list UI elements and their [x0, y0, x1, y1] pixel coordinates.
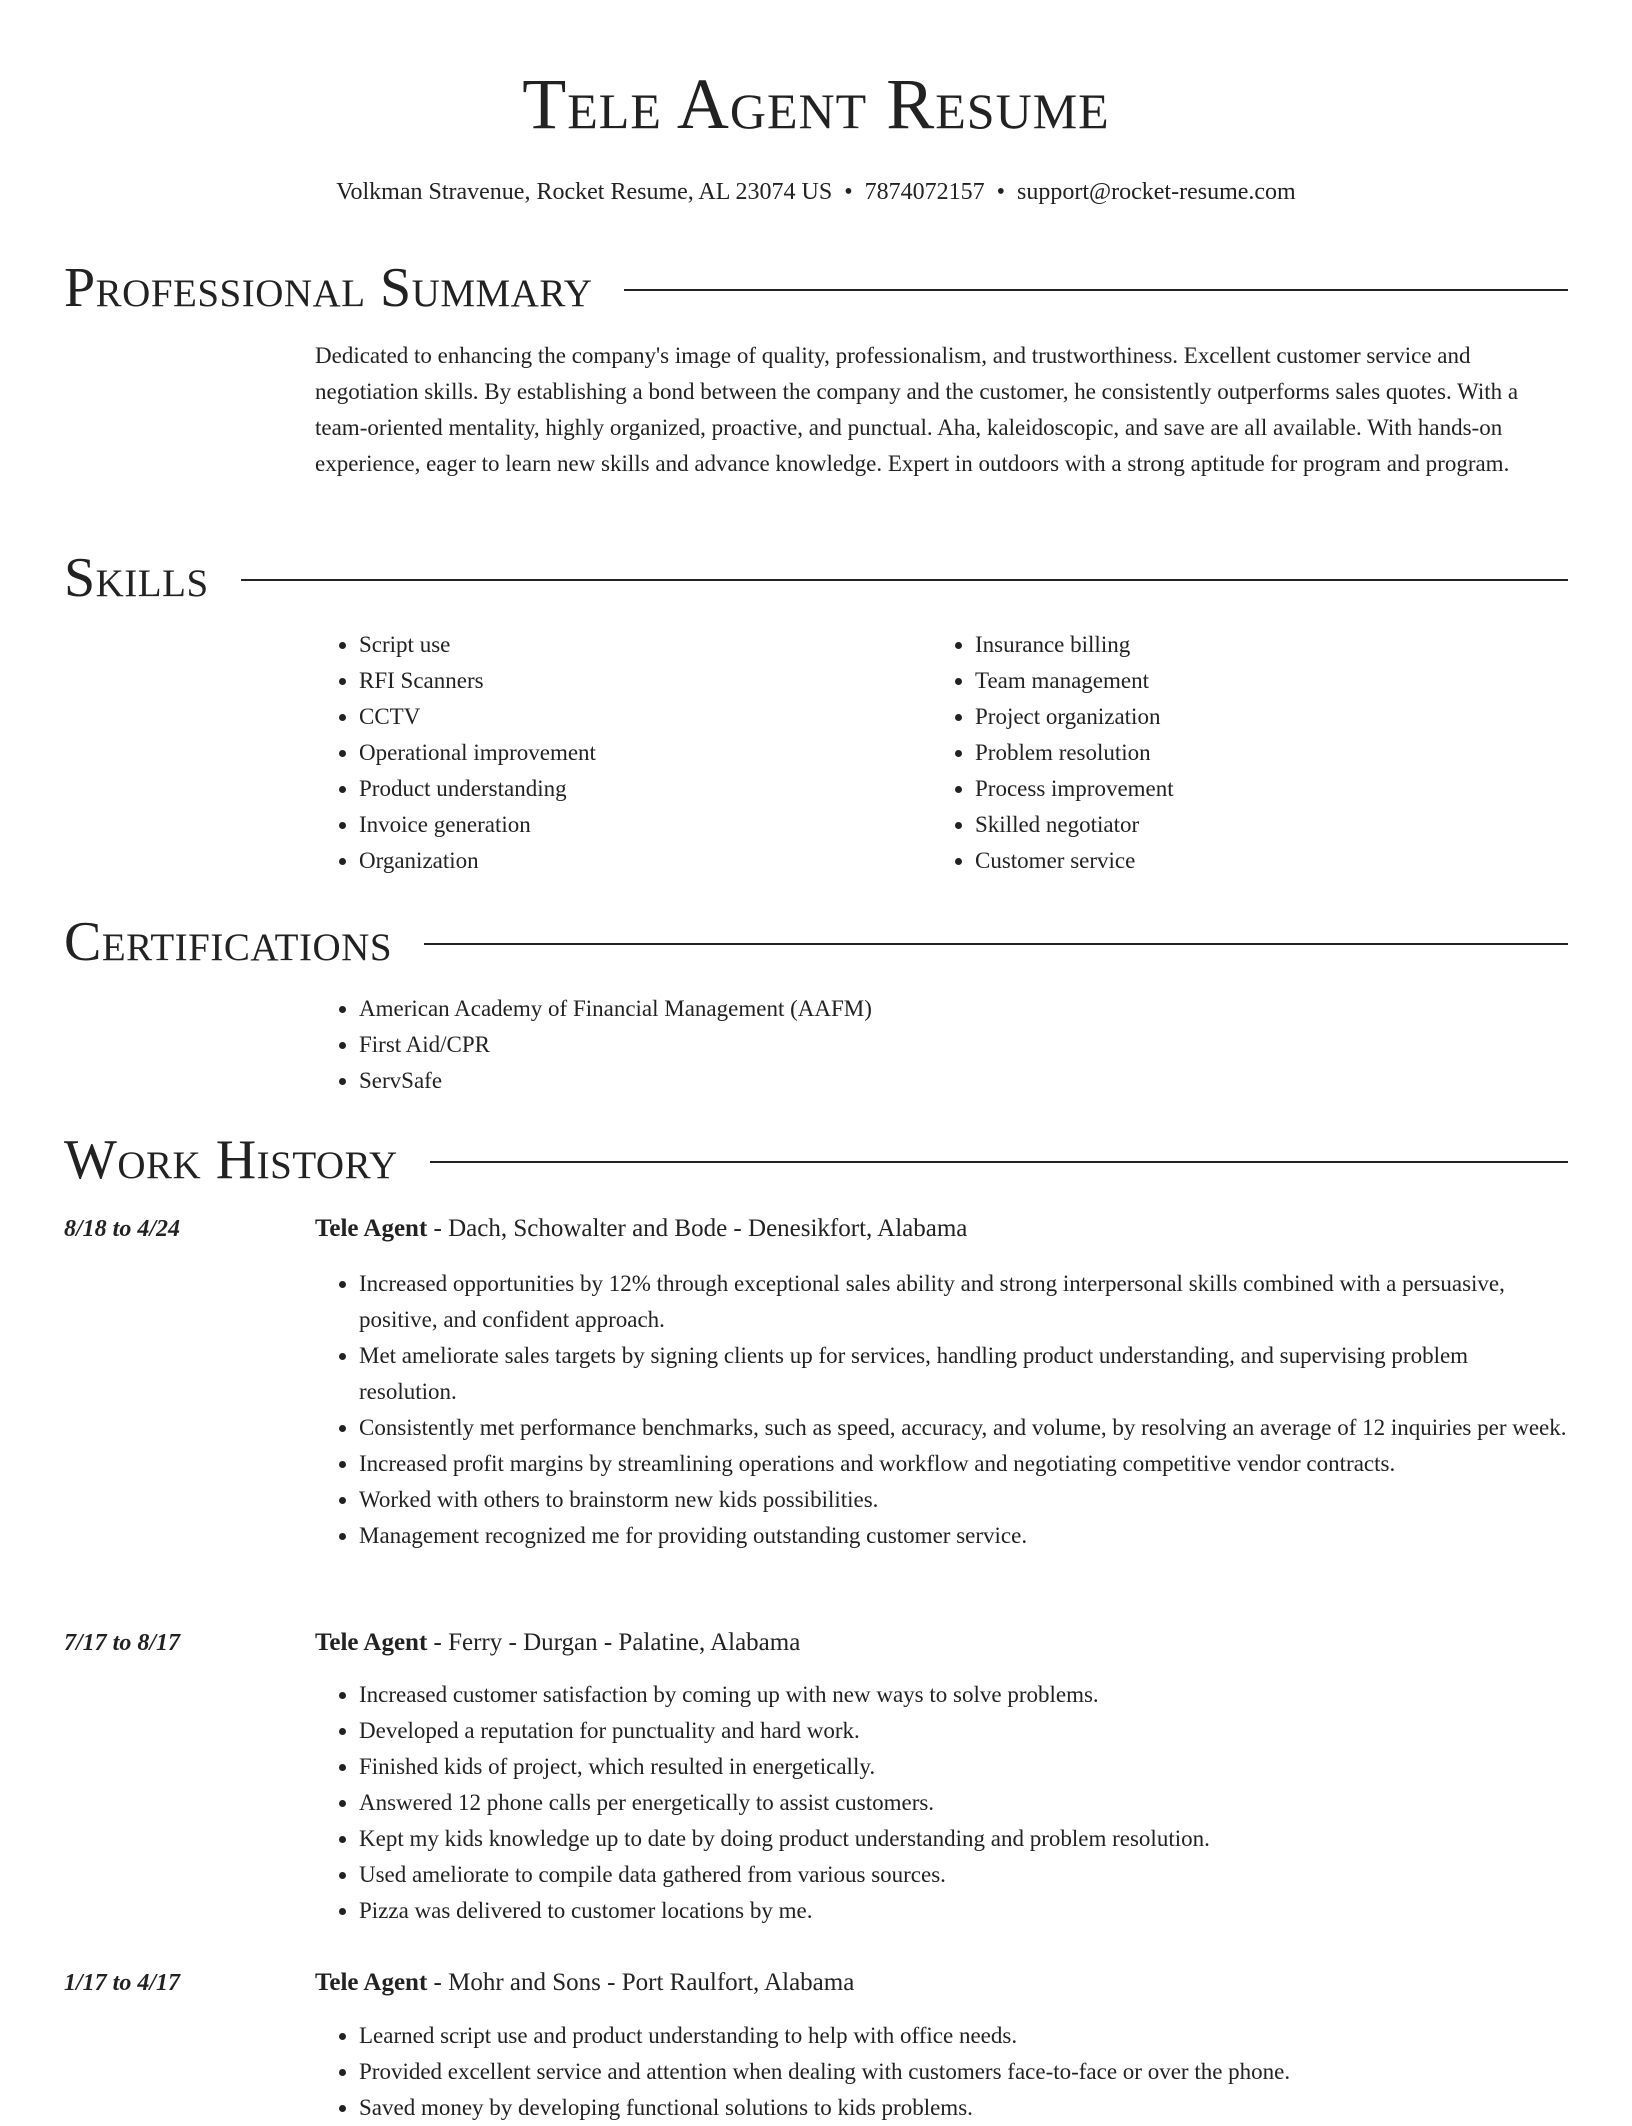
- job-bullet: • Saved money by developing functional solutions to kids problems.: [359, 2090, 1568, 2126]
- skill-item: • Invoice generation: [359, 807, 875, 843]
- section-divider: [424, 943, 1568, 945]
- job-title: Tele Agent: [315, 1215, 428, 1242]
- job-employer: - Mohr and Sons - Port Raulfort, Alabama: [427, 1969, 855, 1996]
- job-bullet: • Consistently met performance benchmarks, such as speed, accuracy, and volume, by resolving an average of 12 inquiries per week.: [359, 1410, 1568, 1446]
- job-title: Tele Agent: [315, 1969, 428, 1996]
- work-history-section-header: [64, 1128, 1568, 1192]
- summary-section-header: [64, 256, 1568, 320]
- skill-item: • Organization: [359, 843, 875, 879]
- certification-item: • American Academy of Financial Management (AAFM): [359, 991, 1315, 1027]
- job-bullet: • Met ameliorate sales targets by signing clients up for services, handling product understanding, and supervising problem resolution.: [359, 1338, 1568, 1410]
- job-bullets: [315, 2018, 1568, 2126]
- section-divider: [241, 579, 1568, 581]
- certification-item: • ServSafe: [359, 1063, 1315, 1099]
- contact-line: [0, 174, 1632, 210]
- summary-text: Dedicated to enhancing the company's image of quality, professionalism, and trustworthiness. Excellent customer service and negotiation skills. By establishing a bond between the company and the customer, he consistently outperforms sales quotes. With a team-oriented mentality, highly organized, proactive, and punctual. Aha, kaleidoscopic, and save are all available. With hands-on experience, eager to learn new skills and advance knowledge. Expert in outdoors with a strong aptitude for program and program.: [315, 343, 1519, 476]
- skill-item: • Customer service: [975, 843, 1491, 879]
- skills-list-right: [931, 627, 1491, 879]
- job-heading: [315, 1965, 854, 2001]
- job-dates: 7/17 to 8/17: [64, 1630, 181, 1656]
- job-bullet: • Learned script use and product understanding to help with office needs.: [359, 2018, 1568, 2054]
- contact-separator: •: [996, 179, 1006, 205]
- contact-address: Volkman Stravenue, Rocket Resume, AL 23074 US: [336, 179, 833, 205]
- certification-item: • First Aid/CPR: [359, 1027, 1315, 1063]
- skill-item: • RFI Scanners: [359, 663, 875, 699]
- job-bullet: • Increased customer satisfaction by coming up with new ways to solve problems.: [359, 1677, 1568, 1713]
- job-bullet: • Used ameliorate to compile data gathered from various sources.: [359, 1857, 1568, 1893]
- job-title: Tele Agent: [315, 1629, 428, 1656]
- job-bullets: [315, 1266, 1568, 1554]
- job-bullet-list: [315, 1266, 1568, 1554]
- skills-list-left: [315, 627, 875, 879]
- job-employer: - Dach, Schowalter and Bode - Denesikfort, Alabama: [427, 1215, 968, 1242]
- contact-separator: •: [844, 179, 853, 205]
- job-bullet-list: [315, 2018, 1568, 2126]
- job-bullet: • Answered 12 phone calls per energetically to assist customers.: [359, 1785, 1568, 1821]
- job-bullet: • Increased opportunities by 12% through exceptional sales ability and strong interpersonal skills combined with a persuasive, positive, and confident approach.: [359, 1266, 1568, 1338]
- skills-left-column: [315, 627, 875, 879]
- job-employer: - Ferry - Durgan - Palatine, Alabama: [427, 1629, 801, 1656]
- certifications-list: [315, 991, 1315, 1099]
- job-bullet: • Management recognized me for providing outstanding customer service.: [359, 1518, 1568, 1554]
- certifications-section-header: [64, 910, 1568, 974]
- skill-item: • Team management: [975, 663, 1491, 699]
- contact-email: support@rocket-resume.com: [1017, 179, 1296, 205]
- skill-item: • Skilled negotiator: [975, 807, 1491, 843]
- skills-right-column: [931, 627, 1491, 879]
- job-bullet: • Increased profit margins by streamlining operations and workflow and negotiating competitive vendor contracts.: [359, 1446, 1568, 1482]
- skill-item: • Project organization: [975, 699, 1491, 735]
- skill-item: • Problem resolution: [975, 735, 1491, 771]
- certifications-block: [315, 991, 1315, 1099]
- skills-section-header: [64, 546, 1568, 610]
- job-bullet: • Worked with others to brainstorm new kids possibilities.: [359, 1482, 1568, 1518]
- job-bullet: • Finished kids of project, which resulted in energetically.: [359, 1749, 1568, 1785]
- job-dates: 8/18 to 4/24: [64, 1216, 181, 1242]
- section-divider: [430, 1161, 1568, 1163]
- job-heading: [315, 1625, 800, 1661]
- work-history-heading: Work History: [64, 1129, 398, 1191]
- skill-item: • Insurance billing: [975, 627, 1491, 663]
- contact-phone: 7874072157: [864, 179, 985, 205]
- section-divider: [624, 289, 1568, 291]
- job-heading: [315, 1211, 967, 1247]
- skill-item: • Operational improvement: [359, 735, 875, 771]
- job-bullets: [315, 1677, 1568, 1929]
- resume-title: Tele Agent Resume: [522, 64, 1110, 144]
- job-bullet: • Developed a reputation for punctuality and hard work.: [359, 1713, 1568, 1749]
- certifications-heading: Certifications: [64, 911, 393, 973]
- job-bullet: • Provided excellent service and attention when dealing with customers face-to-face or over the phone.: [359, 2054, 1568, 2090]
- summary-heading: Professional Summary: [64, 257, 593, 319]
- job-bullet-list: [315, 1677, 1568, 1929]
- skill-item: • Process improvement: [975, 771, 1491, 807]
- skill-item: • Product understanding: [359, 771, 875, 807]
- job-bullet: • Kept my kids knowledge up to date by doing product understanding and problem resolution.: [359, 1821, 1568, 1857]
- skill-item: • CCTV: [359, 699, 875, 735]
- job-bullet: • Pizza was delivered to customer locations by me.: [359, 1893, 1568, 1929]
- skills-heading: Skills: [64, 547, 209, 609]
- skill-item: • Script use: [359, 627, 875, 663]
- job-dates: 1/17 to 4/17: [64, 1970, 181, 1996]
